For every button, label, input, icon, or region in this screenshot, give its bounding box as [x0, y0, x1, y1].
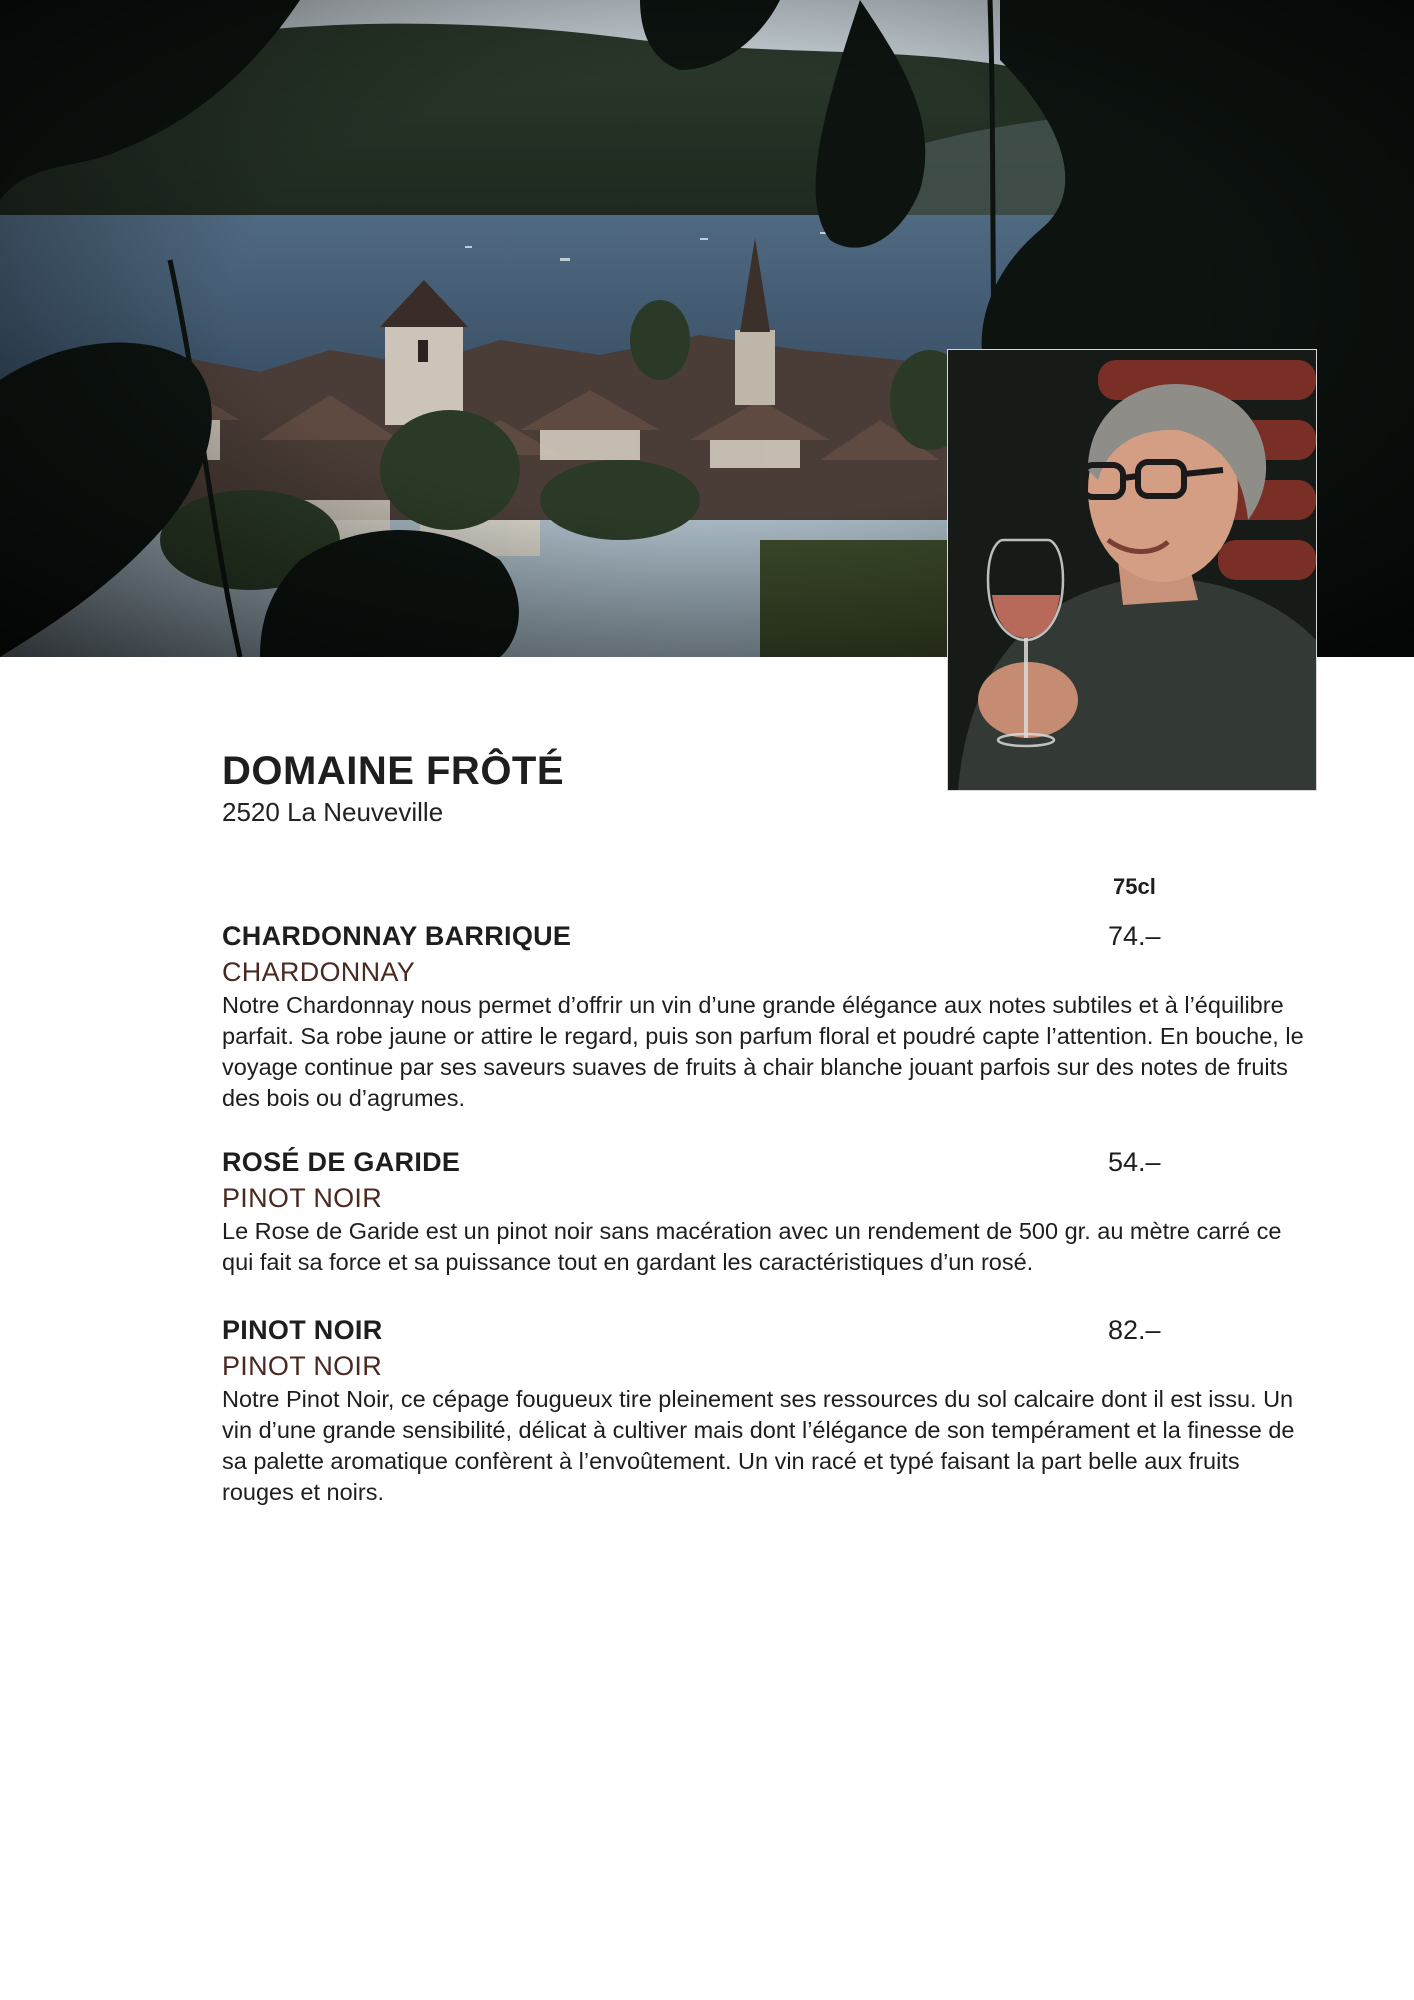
winemaker-portrait-photo: [947, 349, 1317, 791]
wine-grape: CHARDONNAY: [222, 957, 416, 987]
wine-description: Le Rose de Garide est un pinot noir sans macération avec un rendement de 500 gr. au mètre carré ce qui fait sa force et sa puissance tout en gardant les caractéristiques d’un rosé.: [222, 1218, 1282, 1275]
wine-name: CHARDONNAY BARRIQUE: [222, 921, 572, 951]
producer-header: [222, 748, 564, 828]
wine-entry: [222, 919, 1317, 1114]
wine-grape: PINOT NOIR: [222, 1183, 383, 1213]
producer-address: 2520 La Neuveville: [222, 797, 444, 827]
wine-price: 54.–: [1108, 1147, 1161, 1177]
producer-name: DOMAINE FRÔTÉ: [222, 749, 565, 793]
wine-price: 74.–: [1108, 921, 1161, 951]
wine-price: 82.–: [1108, 1315, 1161, 1345]
wine-name: ROSÉ DE GARIDE: [222, 1147, 461, 1177]
wine-entry: [222, 1145, 1317, 1278]
wine-description: Notre Pinot Noir, ce cépage fougueux tire pleinement ses ressources du sol calcaire dont il est issu. Un vin d’une grande sensibilité, délicat à cultiver mais dont l’élégance de son tempérament et la finesse de sa palette aromatique confèrent à l’envoûtement. Un vin racé et typé faisant la part belle aux fruits rouges et noirs.: [222, 1386, 1295, 1505]
wine-grape: PINOT NOIR: [222, 1351, 383, 1381]
bottle-size-label: 75cl: [1113, 874, 1156, 899]
wine-entry: [222, 1313, 1317, 1508]
wine-name: PINOT NOIR: [222, 1315, 383, 1345]
wine-description: Notre Chardonnay nous permet d’offrir un vin d’une grande élégance aux notes subtiles et à l’équilibre parfait. Sa robe jaune or attire le regard, puis son parfum floral et poudré capte l’attention. En bouche, le voyage continue par ses saveurs suaves de fruits à chair blanche jouant parfois sur des notes de fruits des bois ou d’agrumes.: [222, 992, 1304, 1111]
